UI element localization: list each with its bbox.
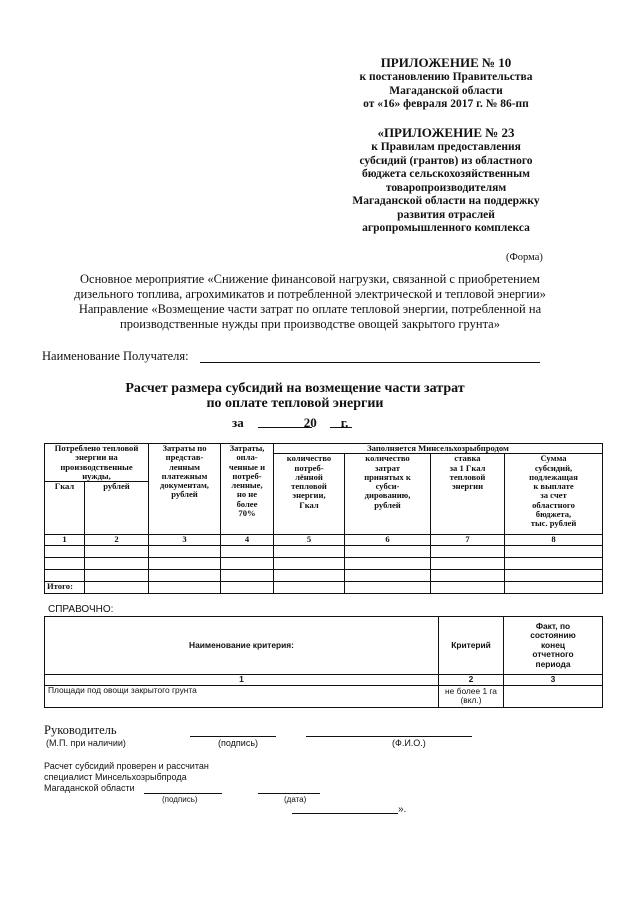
criterion-name-header: Наименование критерия: [45, 617, 439, 675]
costs-paid-70-header [221, 444, 274, 535]
table-cell[interactable] [345, 557, 431, 569]
table-cell[interactable] [274, 581, 345, 593]
col3-line: Затраты по [162, 443, 207, 453]
table-cell[interactable] [45, 569, 85, 581]
col5-line: лённой [295, 471, 323, 482]
head-label: Руководитель [44, 723, 117, 737]
head-fio-field[interactable] [306, 736, 472, 737]
recipient-field[interactable] [200, 362, 540, 363]
fio-label: (Ф.И.О.) [392, 738, 426, 748]
fact-line: отчетного [532, 649, 574, 660]
header-line: Магаданской области [389, 84, 503, 97]
col7-line: ставка [454, 453, 481, 464]
col4-line: 70% [238, 508, 256, 519]
table-cell[interactable] [505, 557, 603, 569]
table-cell[interactable] [45, 557, 85, 569]
form-label: (Форма) [506, 252, 543, 263]
column-number: 8 [505, 535, 603, 545]
ministry-header-text: Заполняется Минсельхозрыбпродом [367, 443, 509, 453]
col4-line: ленные, [231, 480, 263, 491]
col7-line: тепловой [449, 471, 486, 482]
header-line: бюджета сельскохозяйственным [362, 168, 530, 180]
col5-header [274, 454, 345, 535]
criterion-value-line: не более 1 га [445, 685, 497, 696]
header-line: ПРИЛОЖЕНИЕ № 10 [380, 55, 512, 70]
col8-line: областного [532, 499, 575, 510]
header-line: «ПРИЛОЖЕНИЕ № 23 [377, 125, 515, 140]
gcal-header [45, 482, 85, 535]
table-cell[interactable] [221, 545, 274, 557]
col5-line: потреб- [294, 462, 324, 473]
rub-header-text: рублей [103, 481, 130, 492]
table-cell[interactable] [149, 557, 221, 569]
col5-line: количество [286, 453, 332, 464]
column-number: 7 [431, 535, 505, 545]
reference-label: СПРАВОЧНО: [48, 604, 114, 615]
col4-line: ченные и [228, 461, 266, 472]
header-line: к постановлению Правительства [359, 71, 533, 83]
table-cell[interactable] [149, 545, 221, 557]
column-number: 6 [345, 535, 431, 545]
table-cell[interactable] [221, 581, 274, 593]
col8-line: к выплате [533, 481, 574, 492]
table-cell[interactable] [431, 569, 505, 581]
col6-header [345, 454, 431, 535]
table-cell[interactable] [431, 557, 505, 569]
period-year-field[interactable] [330, 427, 352, 428]
col8-line: субсидий, [534, 462, 573, 473]
col7-header [431, 454, 505, 535]
col6-line: рублей [374, 499, 401, 510]
checked-line: Расчет субсидий проверен и рассчитан [44, 761, 209, 771]
col6-line: субси- [375, 481, 400, 492]
intro-line: дизельного топлива, агрохимикатов и потребленной электрической и тепловой энергии» [74, 287, 546, 301]
calculation-table [44, 443, 603, 594]
criterion-value-line: (вкл.) [460, 695, 482, 705]
signature-label: (подпись) [218, 738, 259, 748]
header-line: Магаданской области на поддержку [352, 195, 540, 207]
fact-line: конец [540, 639, 566, 650]
header-line: развития отраслей [397, 208, 495, 221]
table-cell[interactable] [45, 545, 85, 557]
checked-line: Магаданской области [44, 783, 135, 793]
col4-line: но не [236, 489, 258, 500]
fact-line: Факт, по [535, 620, 571, 631]
costs-paid-header [149, 444, 221, 535]
column-number: 3 [149, 535, 221, 545]
table-cell[interactable] [274, 569, 345, 581]
table-cell[interactable] [431, 581, 505, 593]
fact-value-cell[interactable] [504, 685, 603, 707]
col3-line: представ- [165, 452, 204, 463]
table-cell[interactable] [274, 545, 345, 557]
col7-line: энергии [451, 481, 484, 492]
criterion-header: Критерий [439, 617, 504, 675]
header-line: товаропроизводителям [385, 181, 507, 194]
col8-line: Сумма [540, 453, 567, 464]
table-cell[interactable] [85, 557, 149, 569]
header-line: к Правилам предоставления [371, 141, 521, 153]
col3-line: рублей [171, 489, 198, 500]
col3-line: платежным [161, 470, 208, 481]
col5-line: Гкал [299, 499, 319, 510]
fact-header [504, 617, 603, 675]
table-cell[interactable] [221, 569, 274, 581]
checked-line: специалист Минсельхозрыбпрода [44, 772, 187, 782]
col5-line: тепловой [291, 481, 327, 492]
criterion-row-label: Площади под овощи закрытого грунта [45, 685, 439, 707]
signature2-label: (подпись) [162, 795, 198, 804]
fact-line: состоянию [530, 630, 576, 641]
specialist-name-field[interactable] [292, 813, 398, 814]
column-number: 3 [504, 675, 603, 686]
header-line: от «16» февраля 2017 г. № 86-пп [363, 98, 529, 110]
rub-header [85, 482, 149, 535]
consumed-header-text: Потреблено тепловой энергии на производственные нужды, [54, 443, 139, 481]
fact-line: периода [535, 658, 571, 669]
head-signature-field[interactable] [190, 736, 276, 737]
period-line [232, 415, 348, 431]
col4-line: более [236, 498, 258, 509]
period-year-prefix: 20 [303, 415, 317, 430]
intro-line: Основное мероприятие «Снижение финансовой нагрузки, связанной с приобретением [80, 272, 540, 286]
col6-line: количество [365, 453, 410, 464]
total-label: Итого: [45, 581, 85, 593]
reference-table [44, 616, 603, 708]
appendix-10-header [328, 55, 564, 112]
col6-line: дированию, [364, 490, 411, 501]
period-suffix: г. [340, 415, 349, 430]
column-number: 1 [45, 675, 439, 686]
table-cell[interactable] [221, 557, 274, 569]
period-date-field[interactable] [258, 427, 312, 428]
column-number: 5 [274, 535, 345, 545]
table-cell[interactable] [85, 545, 149, 557]
specialist-date-field[interactable] [258, 793, 320, 794]
table-cell[interactable] [345, 545, 431, 557]
criterion-row-value [439, 685, 504, 707]
title-line: по оплате тепловой энергии [206, 396, 384, 411]
table-cell[interactable] [274, 557, 345, 569]
period-prefix: за [232, 415, 244, 430]
stamp-label: (М.П. при наличии) [46, 738, 126, 748]
col4-line: Затраты, [229, 443, 265, 453]
date-label: (дата) [284, 795, 307, 804]
col5-line: энергии, [292, 490, 326, 501]
intro-line: Направление «Возмещение части затрат по оплате тепловой энергии, потребленной на [78, 302, 542, 316]
col8-line: тыс. рублей [530, 518, 577, 529]
table-cell[interactable] [431, 545, 505, 557]
recipient-label: Наименование Получателя: [42, 349, 189, 363]
table-cell[interactable] [85, 581, 149, 593]
closing-quote: ». [398, 804, 407, 815]
consumed-header [45, 444, 149, 482]
table-cell[interactable] [505, 569, 603, 581]
header-line: субсидий (грантов) из областного [359, 154, 533, 167]
column-number: 2 [439, 675, 504, 686]
column-number: 1 [45, 535, 85, 545]
intro-paragraph [40, 272, 580, 332]
header-line: агропромышленного комплекса [362, 222, 530, 234]
col7-line: за 1 Гкал [449, 462, 486, 473]
col8-header [505, 454, 603, 535]
col6-line: затрат [375, 462, 400, 473]
intro-line: производственные нужды при производстве овощей закрытого грунта» [120, 317, 500, 331]
column-number: 2 [85, 535, 149, 545]
table-cell[interactable] [505, 581, 603, 593]
table-cell[interactable] [345, 581, 431, 593]
col8-line: за счет [540, 490, 567, 501]
col8-line: подлежащая [529, 471, 578, 482]
col8-line: бюджета, [535, 509, 572, 520]
appendix-23-header [328, 125, 564, 236]
col6-line: принятых к [364, 471, 411, 482]
table-cell[interactable] [505, 545, 603, 557]
col4-line: потреб- [232, 470, 262, 481]
gcal-header-text: Гкал [54, 481, 75, 492]
table-cell[interactable] [85, 569, 149, 581]
specialist-signature-field[interactable] [144, 793, 222, 794]
col3-line: документам, [160, 480, 209, 491]
col4-line: опла- [236, 452, 258, 463]
table-cell[interactable] [149, 569, 221, 581]
table-cell[interactable] [149, 581, 221, 593]
col3-line: ленным [168, 461, 201, 472]
title-line: Расчет размера субсидий на возмещение части затрат [125, 381, 465, 396]
column-number: 4 [221, 535, 274, 545]
ministry-header [274, 444, 603, 454]
page-title [60, 381, 530, 411]
table-cell[interactable] [345, 569, 431, 581]
